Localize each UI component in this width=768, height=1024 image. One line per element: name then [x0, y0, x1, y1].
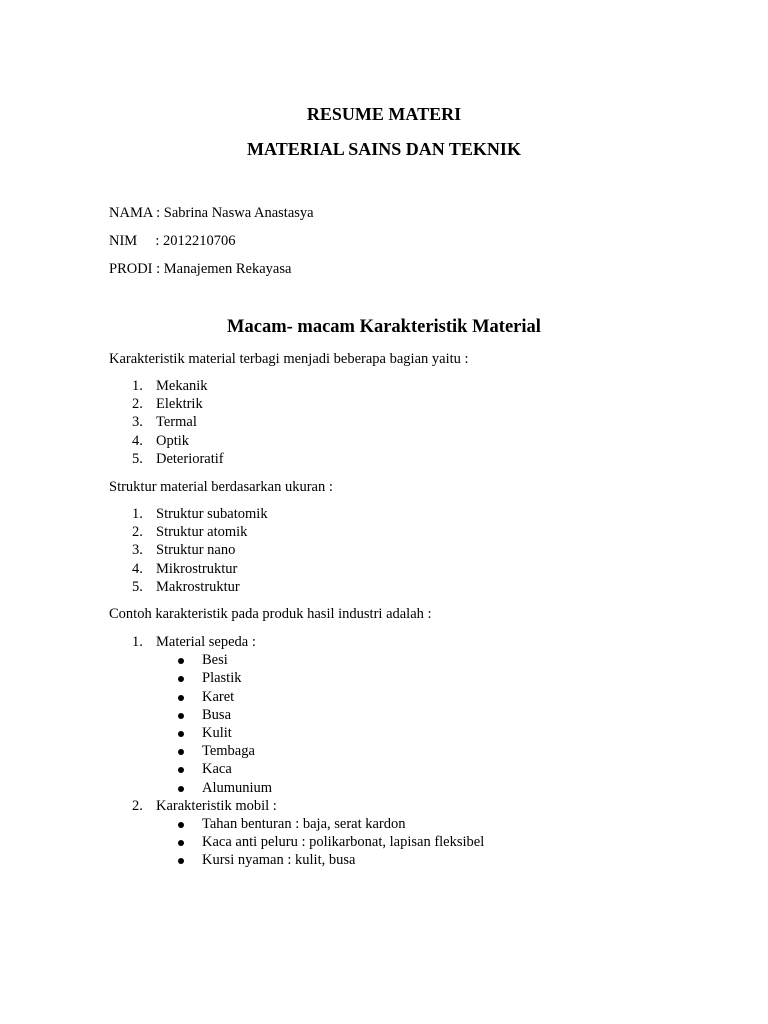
list-item	[130, 541, 268, 559]
bullet-icon	[178, 676, 184, 682]
examples-list	[130, 633, 484, 869]
bullet-item	[156, 706, 484, 724]
bullet-item-text: Plastik	[202, 670, 242, 687]
bullet-item-text: Tembaga	[202, 743, 255, 760]
list-item	[130, 523, 268, 541]
bullet-item-text: Tahan benturan : baja, serat kardon	[202, 815, 406, 832]
bullet-item	[156, 851, 484, 869]
bullet-item	[156, 779, 484, 797]
list-item-text: Mekanik	[156, 378, 208, 394]
identity-prodi: PRODI : Manajemen Rekayasa	[109, 261, 292, 277]
list-item	[130, 797, 484, 870]
structure-list	[130, 505, 268, 596]
list-item-text: Deterioratif	[156, 450, 224, 467]
bicycle-materials-list	[156, 651, 484, 797]
bullet-item	[156, 724, 484, 742]
list-item	[130, 395, 224, 413]
list-item	[130, 633, 484, 797]
bullet-icon	[178, 731, 184, 737]
bullet-icon	[178, 713, 184, 719]
bullet-item	[156, 669, 484, 687]
list-number: 2.	[132, 524, 143, 541]
list-item-text: Karakteristik mobil :	[156, 797, 277, 814]
bullet-icon	[178, 822, 184, 828]
bullet-item-text: Kursi nyaman : kulit, busa	[202, 852, 356, 869]
car-characteristics-list	[156, 815, 484, 870]
list-item-text: Makrostruktur	[156, 578, 240, 595]
bullet-item-text: Karet	[202, 688, 235, 705]
intro-structure: Struktur material berdasarkan ukuran :	[109, 479, 333, 495]
list-item-text: Struktur atomik	[156, 524, 248, 541]
bullet-icon	[178, 658, 184, 664]
bullet-icon	[178, 840, 184, 846]
bullet-item-text: Kulit	[202, 724, 232, 741]
list-item-text: Material sepeda :	[156, 634, 256, 650]
bullet-item-text: Busa	[202, 706, 231, 723]
list-number: 1.	[132, 634, 143, 650]
bullet-icon	[178, 767, 184, 773]
bullet-item-text: Besi	[202, 652, 228, 669]
bullet-item	[156, 742, 484, 760]
list-number: 5.	[132, 450, 143, 467]
list-item	[130, 578, 268, 596]
list-number: 2.	[132, 396, 143, 413]
bullet-icon	[178, 858, 184, 864]
list-item	[130, 450, 224, 468]
list-item	[130, 505, 268, 523]
bullet-icon	[178, 695, 184, 701]
characteristics-list	[130, 377, 224, 468]
document-title: RESUME MATERI	[306, 104, 462, 124]
bullet-item	[156, 688, 484, 706]
document-subtitle: MATERIAL SAINS DAN TEKNIK	[247, 139, 521, 159]
identity-name: NAMA : Sabrina Naswa Anastasya	[109, 205, 314, 221]
list-item-text: Optik	[156, 432, 190, 449]
list-item-text: Termal	[156, 414, 197, 431]
bullet-icon	[178, 749, 184, 755]
section-heading: Macam- macam Karakteristik Material	[227, 317, 541, 337]
bullet-item	[156, 760, 484, 778]
list-number: 3.	[132, 414, 143, 431]
list-number: 3.	[132, 542, 143, 559]
bullet-icon	[178, 786, 184, 792]
list-number: 5.	[132, 578, 143, 595]
intro-examples: Contoh karakteristik pada produk hasil industri adalah :	[109, 606, 432, 622]
list-number: 2.	[132, 797, 143, 814]
bullet-item	[156, 833, 484, 851]
bullet-item-text: Kaca anti peluru : polikarbonat, lapisan fleksibel	[202, 834, 485, 851]
list-item	[130, 377, 224, 395]
bullet-item-text: Alumunium	[202, 779, 273, 796]
list-number: 1.	[132, 378, 143, 394]
intro-characteristics: Karakteristik material terbagi menjadi beberapa bagian yaitu :	[109, 351, 469, 367]
list-item	[130, 413, 224, 431]
list-item-text: Struktur subatomik	[156, 506, 268, 522]
bullet-item-text: Kaca	[202, 761, 232, 778]
list-item-text: Struktur nano	[156, 542, 236, 559]
list-item	[130, 560, 268, 578]
identity-nim: NIM : 2012210706	[109, 233, 236, 249]
list-number: 1.	[132, 506, 143, 522]
list-number: 4.	[132, 560, 143, 577]
list-item-text: Elektrik	[156, 396, 203, 413]
list-number: 4.	[132, 432, 143, 449]
bullet-item	[156, 651, 484, 669]
list-item	[130, 432, 224, 450]
bullet-item	[156, 815, 484, 833]
list-item-text: Mikrostruktur	[156, 560, 238, 577]
